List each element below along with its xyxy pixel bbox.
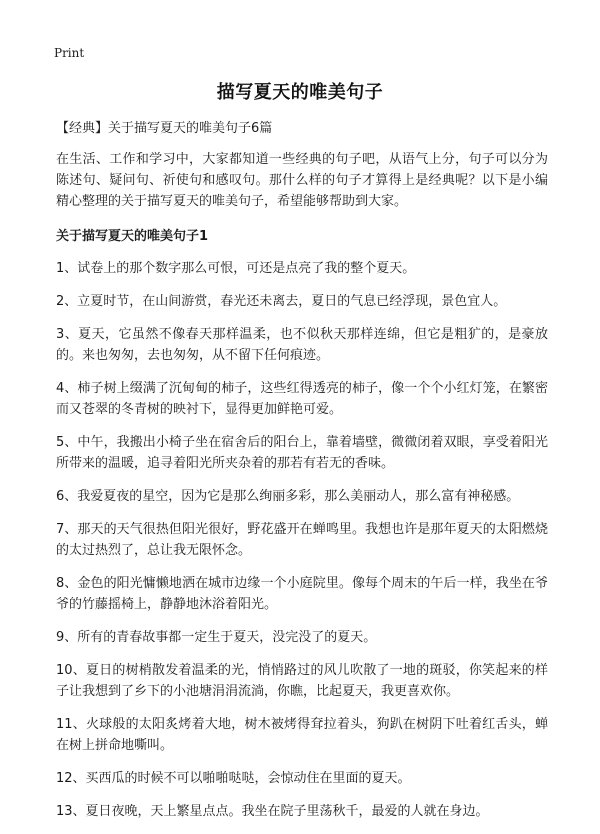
sentence-item: 5、中午，我搬出小椅子坐在宿舍后的阳台上，靠着墙壁，微微闭着双眼，享受着阳光所带来的温暖，追寻着阳光所夹杂着的那若有若无的香味。 — [56, 435, 548, 471]
sentence-item: 7、那天的天气很热但阳光很好，野花盛开在蝉鸣里。我想也许是那年夏天的太阳燃烧的太过热烈了，总让我无限怀念。 — [56, 522, 548, 558]
document-subtitle: 【经典】关于描写夏天的唯美句子6篇 — [56, 121, 273, 136]
sentence-item: 12、买西瓜的时候不可以啪啪哒哒，会惊动住在里面的夏天。 — [56, 771, 411, 786]
sentence-item: 3、夏天，它虽然不像春天那样温柔，也不似秋天那样连绵，但它是粗犷的，是豪放的。来也匆匆，去也匆匆，从不留下任何痕迹。 — [56, 327, 548, 363]
section-heading: 关于描写夏天的唯美句子1 — [56, 229, 209, 244]
sentence-item: 6、我爱夏夜的星空，因为它是那么绚丽多彩，那么美丽动人，那么富有神秘感。 — [56, 489, 520, 504]
print-link[interactable]: Print — [54, 46, 85, 60]
sentence-item: 9、所有的青春故事都一定生于夏天，没完没了的夏天。 — [56, 630, 377, 645]
sentence-item: 13、夏日夜晚，天上繁星点点。我坐在院子里荡秋千，最爱的人就在身边。 — [56, 804, 489, 819]
page-title: 描写夏天的唯美句子 — [216, 82, 384, 103]
sentence-item: 11、火球般的太阳炙烤着大地，树木被烤得耷拉着头，狗趴在树阴下吐着红舌头，蝉在树上拼命地嘶叫。 — [56, 717, 548, 753]
sentence-item: 2、立夏时节，在山间游赏，春光还未离去，夏日的气息已经浮现，景色宜人。 — [56, 294, 507, 309]
intro-paragraph: 在生活、工作和学习中，大家都知道一些经典的句子吧，从语气上分，句子可以分为陈述句、疑问句、祈使句和感叹句。那什么样的句子才算得上是经典呢？以下是小编精心整理的关于描写夏天的唯美句子，希望能够帮助到大家。 — [56, 152, 548, 209]
sentence-item: 4、柿子树上缀满了沉甸甸的柿子，这些红得透亮的柿子，像一个个小红灯笼，在繁密而又苍翠的冬青树的映衬下，显得更加鲜艳可爱。 — [56, 381, 548, 417]
document-body — [56, 118, 548, 834]
sentence-item: 10、夏日的树梢散发着温柔的光，悄悄路过的风儿吹散了一地的斑驳，你笑起来的样子让我想到了乡下的小池塘涓涓流淌，你瞧，比起夏天，我更喜欢你。 — [56, 663, 548, 699]
sentence-item: 1、试卷上的那个数字那么可恨，可还是点亮了我的整个夏天。 — [56, 261, 416, 276]
sentence-item: 8、金色的阳光慵懒地洒在城市边缘一个小庭院里。像每个周末的午后一样，我坐在爷爷的竹藤摇椅上，静静地沐浴着阳光。 — [56, 576, 548, 612]
